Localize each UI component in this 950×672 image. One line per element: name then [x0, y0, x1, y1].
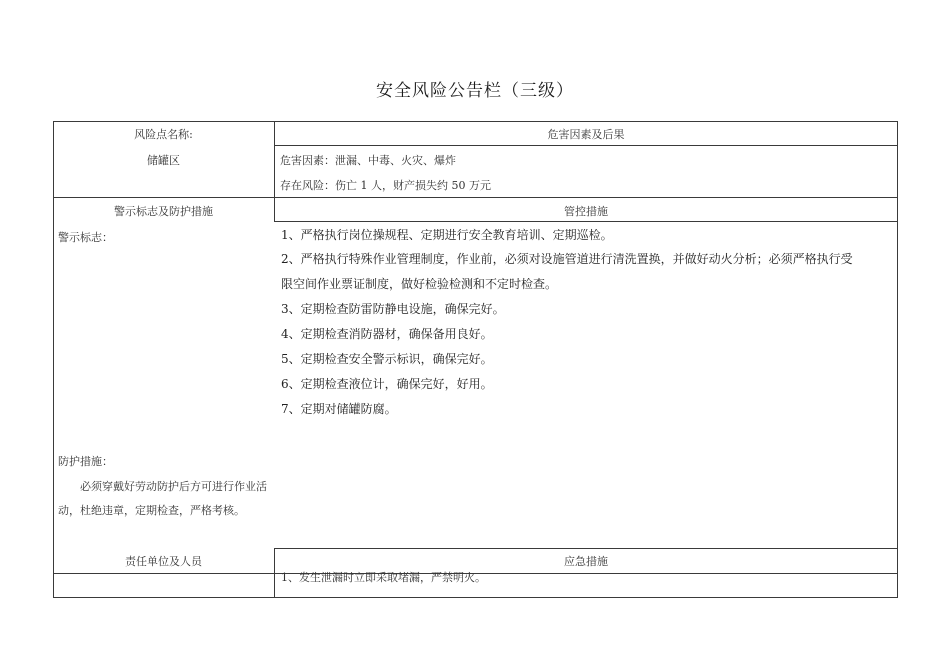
risk-point-value: 储罐区	[147, 154, 180, 167]
control-measure-item: 3、定期检查防雷防静电设施，确保完好。	[281, 302, 505, 316]
control-header: 管控措施	[564, 205, 608, 218]
control-measure-item: 4、定期检查消防器材，确保备用良好。	[281, 327, 493, 341]
warning-sign-label: 警示标志：	[58, 231, 113, 244]
protection-text-line2: 动，杜绝违章，定期检查，严格考核。	[58, 504, 245, 517]
page-title: 安全风险公告栏（三级）	[376, 81, 574, 101]
emergency-measure: 1、发生泄漏时立即采取堵漏，严禁明火。	[281, 571, 486, 584]
protection-text-line1: 必须穿戴好劳动防护后方可进行作业活	[80, 480, 267, 493]
control-measure-item: 限空间作业票证制度，做好检验检测和不定时检查。	[281, 277, 558, 291]
row-divider-hazard-header	[274, 145, 898, 146]
control-measure-item: 5、定期检查安全警示标识，确保完好。	[281, 352, 493, 366]
table-border-left	[53, 121, 54, 597]
protection-label: 防护措施：	[58, 455, 113, 468]
control-measure-item: 2、严格执行特殊作业管理制度，作业前，必须对设施管道进行清洗置换，并做好动火分析；必须严格执行受	[281, 252, 853, 266]
table-border-right	[897, 121, 898, 597]
control-measure-item: 7、定期对储罐防腐。	[281, 402, 397, 416]
responsible-header: 责任单位及人员	[125, 555, 202, 568]
existing-risk: 存在风险：伤亡 1 人，财产损失约 50 万元	[280, 179, 491, 192]
emergency-header: 应急措施	[564, 555, 608, 568]
hazard-header: 危害因素及后果	[547, 128, 625, 141]
table-border-top	[53, 121, 898, 122]
row-divider-section	[53, 197, 898, 198]
control-measure-item: 6、定期检查液位计，确保完好，好用。	[281, 377, 493, 391]
row-divider-footer	[274, 548, 898, 549]
table-border-bottom	[53, 597, 898, 598]
hazard-factors: 危害因素：泄漏、中毒、火灾、爆炸	[280, 154, 456, 167]
row-divider-subheader	[274, 221, 898, 222]
risk-point-label: 风险点名称:	[134, 128, 193, 141]
warning-header: 警示标志及防护措施	[114, 205, 213, 218]
control-measure-item: 1、严格执行岗位操规程、定期进行安全教育培训、定期巡检。	[281, 228, 613, 242]
